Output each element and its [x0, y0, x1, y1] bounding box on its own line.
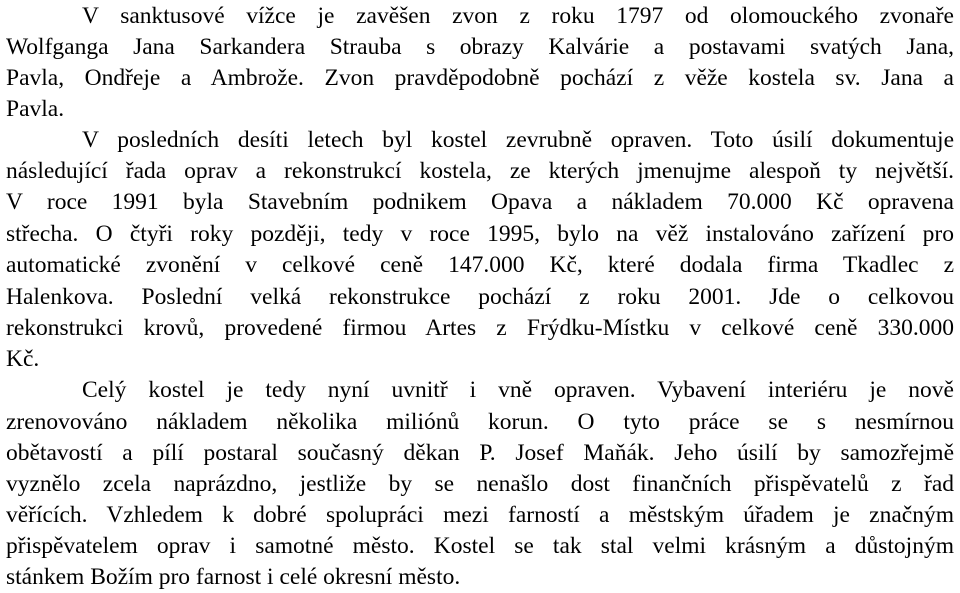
text-line: střecha. O čtyři roky později, tedy v roce 1995, bylo na věž instalováno zařízení pro [6, 221, 954, 247]
text-line: následující řada oprav a rekonstrukcí kostela, ze kterých jmenujme alespoň ty největší. [6, 158, 954, 184]
text-line: rekonstrukci krovů, provedené firmou Artes z Frýdku-Místku v celkové ceně 330.000 [6, 315, 954, 341]
text-line: přispěvatelem oprav i samotné město. Kostel se tak stal velmi krásným a důstojným [6, 533, 954, 559]
text-line: V posledních desíti letech byl kostel zevrubně opraven. Toto úsilí dokumentuje [82, 127, 954, 153]
text-line: Pavla, Ondřeje a Ambrože. Zvon pravděpodobně pochází z věže kostela sv. Jana a [6, 65, 954, 91]
text-line: Halenkova. Poslední velká rekonstrukce pochází z roku 2001. Jde o celkovou [6, 284, 954, 310]
text-line: Wolfganga Jana Sarkandera Strauba s obrazy Kalvárie a postavami svatých Jana, [6, 34, 954, 60]
text-line: Kč. [6, 346, 40, 372]
text-line: automatické zvonění v celkové ceně 147.000 Kč, které dodala firma Tkadlec z [6, 252, 954, 278]
text-line: V sanktusové vížce je zavěšen zvon z roku 1797 od olomouckého zvonaře [82, 3, 954, 29]
text-line: obětavostí a pílí postaral současný děkan P. Josef Maňák. Jeho úsilí by samozřejmě [6, 440, 954, 466]
text-line: V roce 1991 byla Stavebním podnikem Opava a nákladem 70.000 Kč opravena [6, 189, 954, 215]
text-line: Pavla. [6, 96, 65, 122]
text-line: stánkem Božím pro farnost i celé okresní město. [6, 564, 461, 590]
text-line: vyznělo zcela naprázdno, jestliže by se nenašlo dost finančních přispěvatelů z řad [6, 471, 954, 497]
text-line: zrenovováno nákladem několika miliónů korun. O tyto práce se s nesmírnou [6, 409, 954, 435]
text-line: Celý kostel je tedy nyní uvnitř i vně opraven. Vybavení interiéru je nově [82, 377, 954, 403]
text-line: věřících. Vzhledem k dobré spolupráci mezi farností a městským úřadem je značným [6, 502, 954, 528]
